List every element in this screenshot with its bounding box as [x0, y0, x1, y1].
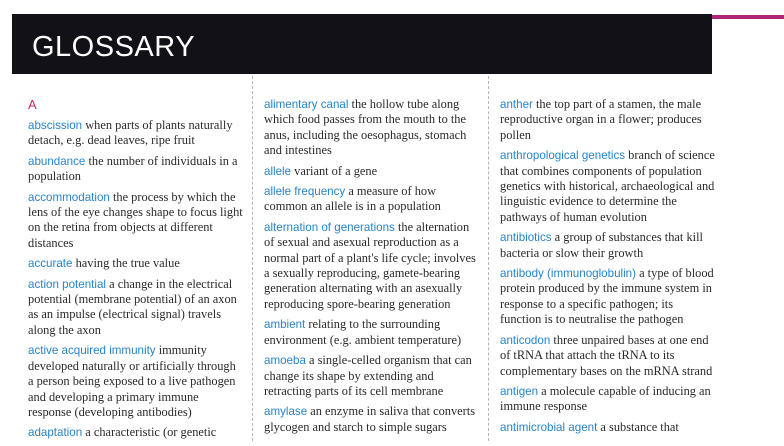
glossary-term: action potential — [28, 277, 106, 291]
glossary-term: antigen — [500, 384, 539, 398]
glossary-definition: the number of individuals in a population — [28, 153, 238, 184]
page-title: GLOSSARY — [32, 31, 196, 63]
glossary-term: amoeba — [264, 354, 306, 368]
glossary-definition: when parts of plants naturally detach, e.g. dead leaves, ripe fruit — [28, 118, 233, 148]
section-letter: A — [28, 97, 37, 112]
glossary-definition: a change in the electrical potential (membrane potential) of an axon as an impulse (electrical signal) travels along the axon — [28, 276, 237, 337]
glossary-term: active acquired immunity — [28, 344, 156, 358]
glossary-definition: relating to the surrounding environment (e.g. ambient temperature) — [264, 317, 462, 347]
glossary-entry — [500, 230, 716, 261]
glossary-definition: immunity developed naturally or artificially through a person being exposed to a live pathogen and developing a primary immune response (developing antibodies) — [28, 343, 236, 419]
glossary-column-1 — [28, 97, 244, 446]
glossary-definition: the process by which the lens of the eye changes shape to focus light on the retina from objects at different distances — [28, 189, 243, 250]
glossary-term: anthropological genetics — [500, 149, 626, 163]
glossary-entry — [28, 256, 244, 271]
glossary-entry — [500, 384, 716, 415]
glossary-term: antimicrobial agent — [500, 420, 598, 434]
glossary-column-3 — [500, 97, 716, 440]
glossary-definition: a single-celled organism that can change its shape by extending and retracting parts of its cell membrane — [264, 353, 472, 398]
glossary-entry — [500, 333, 716, 379]
glossary-term: alimentary canal — [264, 98, 349, 111]
glossary-term: abundance — [28, 154, 86, 168]
glossary-term: amylase — [264, 405, 308, 419]
glossary-entry — [264, 317, 480, 348]
column-divider — [488, 76, 489, 441]
glossary-entry — [28, 343, 244, 420]
glossary-entry — [264, 164, 480, 179]
glossary-definition: a characteristic (or genetic — [82, 425, 217, 440]
glossary-definition: an enzyme in saliva that converts glycogen and starch to simple sugars — [264, 404, 476, 434]
glossary-definition: a molecule capable of inducing an immune response — [500, 383, 711, 414]
glossary-definition: a measure of how common an allele is in a population — [264, 184, 441, 214]
glossary-term: adaptation — [28, 426, 83, 440]
glossary-entry — [28, 190, 244, 252]
glossary-term: accommodation — [28, 190, 110, 204]
glossary-definition: having the true value — [72, 256, 180, 271]
glossary-definition: the alternation of sexual and asexual reproduction as a normal part of a plant's life cycle; involves a sexually reproducing, gamete-bearing generation alternating with an asexually reproducing spore-bearing generation — [264, 219, 476, 311]
glossary-term: antibiotics — [500, 231, 552, 245]
glossary-definition: a type of blood protein produced by the immune system in response to a specific pathogen; its function is to neutralise the pathogen — [500, 266, 714, 327]
glossary-entry — [264, 404, 480, 435]
accent-bar — [712, 15, 784, 19]
glossary-entry — [28, 154, 244, 185]
glossary-entry — [500, 420, 716, 435]
glossary-entry — [28, 425, 244, 440]
glossary-term: abscission — [28, 119, 83, 132]
glossary-entry — [500, 266, 716, 328]
header-band — [12, 14, 712, 74]
glossary-definition: variant of a gene — [291, 163, 378, 178]
glossary-entry — [28, 277, 244, 339]
glossary-definition: branch of science that combines components of population genetics with historical, archaeological and linguistic evidence to determine the pathways of human evolution — [500, 148, 715, 224]
glossary-entry — [500, 97, 716, 143]
glossary-term: anticodon — [500, 333, 551, 347]
glossary-column-2 — [264, 97, 480, 440]
glossary-entry — [264, 97, 480, 159]
glossary-definition: a substance that — [597, 419, 679, 434]
glossary-entry — [264, 353, 480, 399]
column-divider — [252, 76, 253, 441]
glossary-entry — [264, 184, 480, 215]
glossary-term: ambient — [264, 318, 306, 332]
glossary-definition: three unpaired bases at one end of tRNA that attach the tRNA to its complementary bases on the mRNA strand — [500, 332, 713, 378]
glossary-definition: a group of substances that kill bacteria or slow their growth — [500, 230, 703, 260]
glossary-term: anther — [500, 98, 533, 111]
glossary-definition: the hollow tube along which food passes from the mouth to the anus, including the oesophagus, stomach and intestines — [264, 97, 467, 158]
glossary-entry — [28, 118, 244, 149]
glossary-definition: the top part of a stamen, the male reproductive organ in a flower; produces pollen — [500, 97, 702, 142]
glossary-entry — [500, 148, 716, 225]
glossary-entry — [264, 220, 480, 312]
glossary-term: alternation of generations — [264, 220, 395, 234]
glossary-term: antibody (immunoglobulin) — [500, 267, 636, 281]
glossary-term: allele — [264, 164, 292, 178]
glossary-term: accurate — [28, 257, 73, 271]
glossary-term: allele frequency — [264, 185, 346, 199]
